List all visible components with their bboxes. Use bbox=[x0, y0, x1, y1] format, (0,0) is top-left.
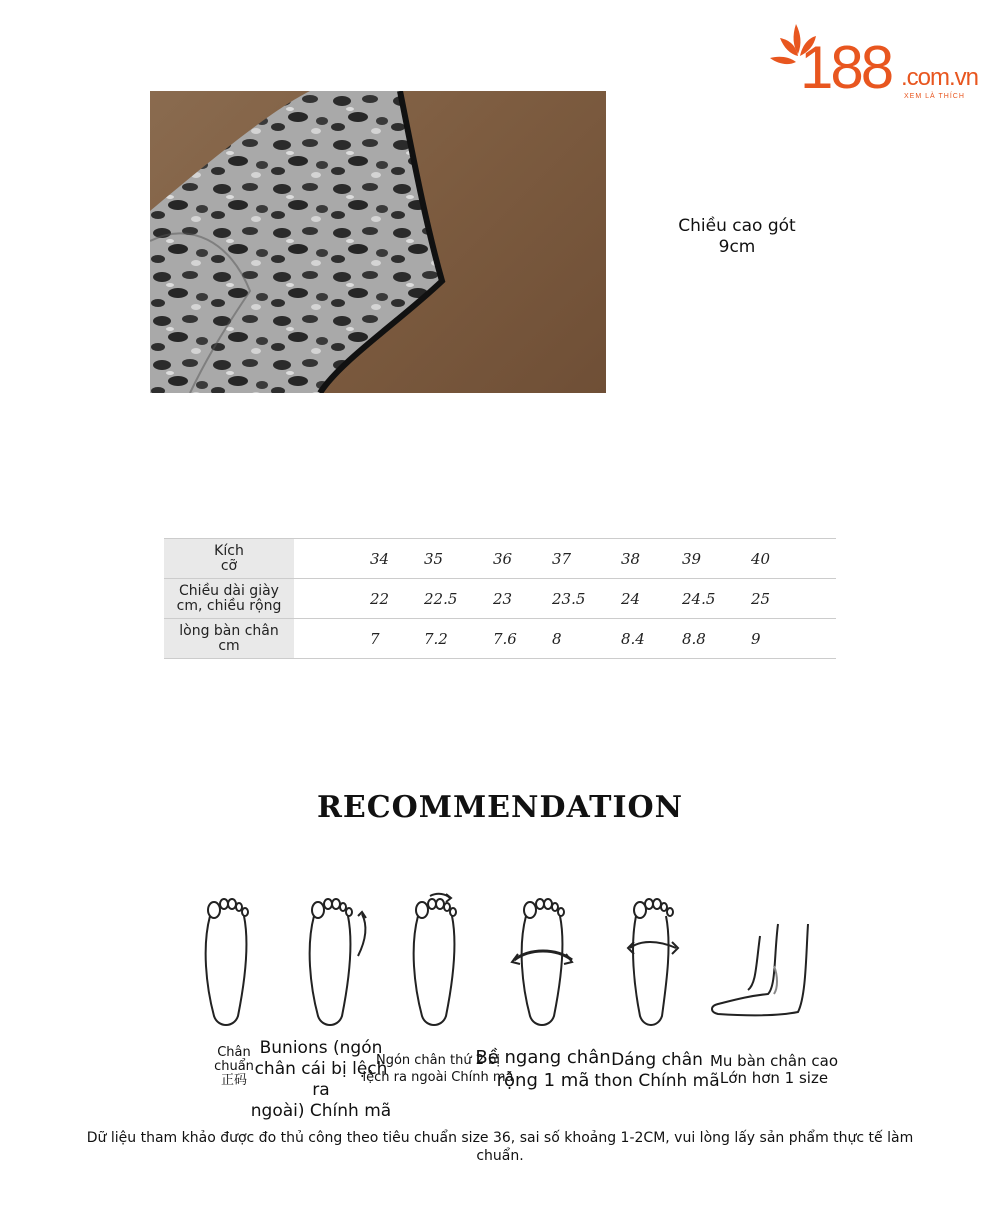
table-cell: 38 bbox=[621, 539, 682, 579]
feet-illustration bbox=[178, 876, 836, 1046]
caption-bunion: Bunions (ngón chân cái bị lệch ra ngoài) Chính mã bbox=[250, 1038, 392, 1121]
table-cell: 22 bbox=[370, 579, 424, 619]
table-cell: 8 bbox=[552, 619, 621, 659]
caption-slim: Dáng chân thon Chính mã bbox=[594, 1050, 720, 1091]
table-cell: 24 bbox=[621, 579, 682, 619]
heel-height-label: Chiều cao gót bbox=[678, 216, 796, 236]
table-row bbox=[164, 619, 836, 659]
caption-second-toe: Ngón chân thứ 2 bị lệch ra ngoài Chính mã bbox=[362, 1053, 514, 1085]
caption-high-instep: Mu bàn chân cao Lớn hơn 1 size bbox=[709, 1052, 839, 1087]
foot-slim-icon bbox=[628, 899, 678, 1025]
measurement-footnote: Dữ liệu tham khảo được đo thủ công theo tiêu chuẩn size 36, sai số khoảng 1-2CM, vui lòng lấy sản phẩm thực tế làm chuẩn. bbox=[86, 1130, 914, 1164]
table-cell: 40 bbox=[751, 539, 836, 579]
foot-bunion-icon bbox=[310, 899, 366, 1025]
table-cell: 23 bbox=[493, 579, 552, 619]
recommendation-title: RECOMMENDATION bbox=[316, 790, 684, 825]
caption-standard: Chân chuẩn 正码 bbox=[214, 1045, 254, 1088]
caption-wide: Bề ngang chân rộng 1 mã bbox=[475, 1047, 611, 1091]
table-cell: 34 bbox=[370, 539, 424, 579]
product-photo bbox=[150, 91, 606, 393]
logo-domain: .com.vn bbox=[901, 64, 979, 91]
table-cell: 35 bbox=[424, 539, 493, 579]
table-row bbox=[164, 539, 836, 579]
row-header: Chiều dài giày cm, chiều rộng bbox=[164, 579, 294, 619]
table-cell: 24.5 bbox=[682, 579, 751, 619]
table-cell: 37 bbox=[552, 539, 621, 579]
brand-logo bbox=[766, 16, 992, 108]
row-header: lòng bàn chân cm bbox=[164, 619, 294, 659]
table-cell: 23.5 bbox=[552, 579, 621, 619]
table-cell: 39 bbox=[682, 539, 751, 579]
table-cell: 7.6 bbox=[493, 619, 552, 659]
logo-number: 188 bbox=[800, 34, 892, 101]
table-cell: 36 bbox=[493, 539, 552, 579]
table-cell: 7.2 bbox=[424, 619, 493, 659]
table-cell: 25 bbox=[751, 579, 836, 619]
table-cell: 8.8 bbox=[682, 619, 751, 659]
logo-tagline: XEM LÀ THÍCH bbox=[904, 93, 965, 100]
size-chart-table bbox=[164, 538, 836, 659]
foot-high-instep-icon bbox=[712, 924, 808, 1015]
heel-height-note bbox=[656, 216, 818, 258]
table-cell: 8.4 bbox=[621, 619, 682, 659]
foot-standard-icon bbox=[206, 899, 248, 1025]
foot-second-toe-icon bbox=[414, 894, 456, 1025]
table-cell: 7 bbox=[370, 619, 424, 659]
row-header: Kích cỡ bbox=[164, 539, 294, 579]
table-cell: 22.5 bbox=[424, 579, 493, 619]
table-cell: 9 bbox=[751, 619, 836, 659]
foot-wide-icon bbox=[512, 899, 572, 1025]
heel-height-value: 9cm bbox=[718, 237, 756, 257]
table-row bbox=[164, 579, 836, 619]
